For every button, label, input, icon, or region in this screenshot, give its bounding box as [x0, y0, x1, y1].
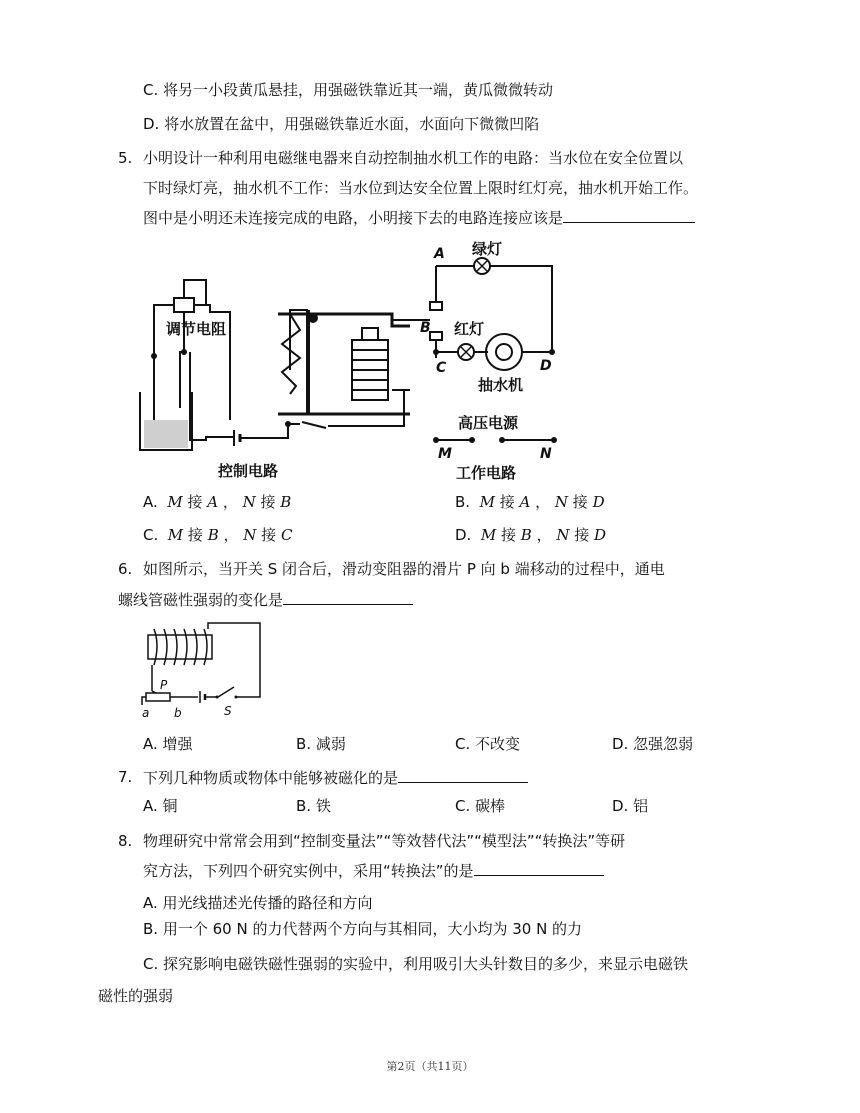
- label-b: b: [174, 706, 182, 720]
- answer-blank: [283, 588, 413, 605]
- q7-option-d: D. 铝: [612, 797, 649, 815]
- point-b: B: [420, 320, 431, 336]
- q4-option-d: D. 将水放置在盆中，用强磁铁靠近水面，水面向下微微凹陷: [143, 115, 540, 133]
- option-letter: C.: [143, 526, 159, 544]
- q6-stem-line2-text: 螺线管磁性强弱的变化是: [118, 591, 284, 609]
- switch-s: [218, 687, 234, 697]
- option-connector: 接: [182, 493, 208, 511]
- label-hv-source: 高压电源: [458, 414, 519, 432]
- q6-option-a: A. 增强: [143, 735, 193, 753]
- q6-option-d: D. 忽强忽弱: [612, 735, 694, 753]
- option-point-2: D: [594, 526, 607, 544]
- rheostat: [146, 693, 170, 701]
- option-separator: ，: [218, 526, 244, 544]
- q5-option-b: [455, 491, 605, 513]
- q8-stem-line1: 物理研究中常常会用到“控制变量法”“等效替代法”“模型法”“转换法”等研: [143, 832, 626, 850]
- point-d: D: [540, 358, 552, 374]
- q7-option-c: C. 碳棒: [455, 797, 506, 815]
- q5-option-c: [143, 524, 292, 546]
- point-m: M: [438, 446, 452, 462]
- option-letter: A.: [143, 493, 158, 511]
- option-point-2: D: [592, 493, 605, 511]
- option-separator: ，: [218, 493, 243, 511]
- answer-blank: [398, 766, 528, 783]
- q8-stem-line2-text: 究方法，下列四个研究实例中，采用“转换法”的是: [143, 862, 474, 880]
- q5-number: 5.: [118, 149, 133, 167]
- label-pump: 抽水机: [478, 376, 524, 394]
- label-green-light: 绿灯: [472, 240, 503, 258]
- option-separator: ，: [530, 493, 555, 511]
- option-m: M: [480, 526, 497, 544]
- option-connector: 接: [496, 526, 521, 544]
- answer-blank: [474, 859, 604, 876]
- q7-option-b: B. 铁: [296, 797, 331, 815]
- label-s: S: [224, 704, 232, 718]
- option-connector: 接: [255, 493, 281, 511]
- q5-stem-line3-text: 图中是小明还未连接完成的电路，小明接下去的电路连接应该是: [143, 209, 564, 227]
- option-point-1: B: [520, 526, 532, 544]
- option-connector: 接: [256, 526, 281, 544]
- q7-stem: [143, 766, 528, 789]
- option-separator: ，: [531, 526, 557, 544]
- q4-option-c: C. 将另一小段黄瓜悬挂，用强磁铁靠近其一端，黄瓜微微转动: [143, 81, 554, 99]
- option-point-1: B: [207, 526, 219, 544]
- point-n: N: [540, 446, 552, 462]
- q8-option-c-line1: C. 探究影响电磁铁磁性强弱的实验中，利用吸引大头针数目的多少，来显示电磁铁: [143, 955, 689, 973]
- option-connector: 接: [183, 526, 208, 544]
- label-red-light: 红灯: [454, 320, 485, 338]
- q5-stem-line3: [143, 206, 695, 229]
- label-adjust-resistor: 调节电阻: [166, 320, 227, 338]
- point-a: A: [434, 246, 445, 262]
- answer-blank: [563, 206, 695, 223]
- point-c: C: [436, 360, 447, 376]
- option-point-2: B: [280, 493, 292, 511]
- option-point-1: A: [519, 493, 531, 511]
- option-connector: 接: [569, 526, 595, 544]
- q5-option-d: [455, 524, 606, 546]
- label-control-circuit: 控制电路: [218, 462, 279, 480]
- option-point-1: A: [207, 493, 219, 511]
- label-p: P: [160, 678, 168, 692]
- option-m: M: [167, 493, 183, 511]
- page-footer: 第2页（共11页）: [386, 1060, 474, 1073]
- label-work-circuit: 工作电路: [456, 464, 517, 482]
- q5-stem-line2: 下时绿灯亮，抽水机不工作：当水位到达安全位置上限时红灯亮，抽水机开始工作。: [143, 179, 699, 197]
- q6-option-b: B. 减弱: [296, 735, 346, 753]
- q8-stem-line2: [143, 859, 604, 882]
- label-a: a: [142, 706, 150, 720]
- q6-number: 6.: [118, 560, 133, 578]
- q8-option-a: A. 用光线描述光传播的路径和方向: [143, 894, 373, 912]
- q8-option-c-line2: 磁性的强弱: [98, 987, 174, 1005]
- option-letter: B.: [455, 493, 471, 511]
- option-connector: 接: [568, 493, 593, 511]
- option-n: N: [554, 493, 569, 511]
- q5-relay-circuit-figure: [130, 240, 570, 490]
- q8-number: 8.: [118, 832, 133, 850]
- option-m: M: [167, 526, 184, 544]
- pump-motor: [486, 334, 522, 370]
- q7-stem-text: 下列几种物质或物体中能够被磁化的是: [143, 769, 399, 787]
- q6-stem-line1: 如图所示，当开关 S 闭合后，滑动变阻器的滑片 P 向 b 端移动的过程中，通电: [143, 560, 665, 578]
- q5-option-a: [143, 491, 291, 513]
- q6-option-c: C. 不改变: [455, 735, 521, 753]
- option-letter: D.: [455, 526, 472, 544]
- q8-option-b: B. 用一个 60 N 的力代替两个方向与其相同，大小均为 30 N 的力: [143, 920, 583, 938]
- option-connector: 接: [494, 493, 520, 511]
- q7-number: 7.: [118, 768, 133, 786]
- q6-stem-line2: [118, 588, 413, 611]
- q7-option-a: A. 铜: [143, 797, 178, 815]
- option-n: N: [242, 493, 256, 511]
- adjust-resistor-box: [174, 298, 194, 312]
- q6-solenoid-figure: [138, 615, 268, 725]
- q5-stem-line1: 小明设计一种利用电磁继电器来自动控制抽水机工作的电路：当水位在安全位置以: [143, 149, 684, 167]
- option-point-2: C: [280, 526, 293, 544]
- option-n: N: [243, 526, 257, 544]
- option-n: N: [556, 526, 570, 544]
- option-m: M: [479, 493, 495, 511]
